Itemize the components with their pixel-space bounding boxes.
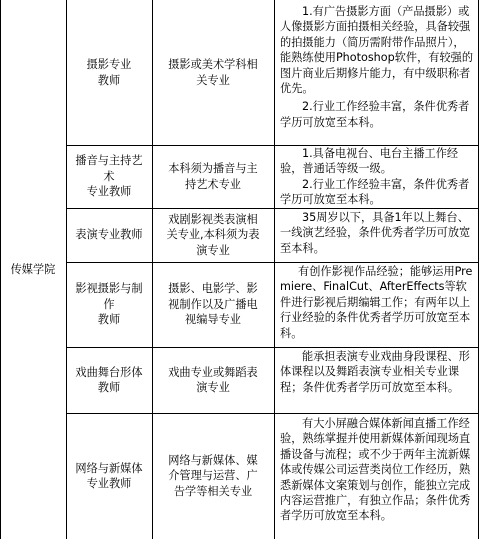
table-border [66,262,479,263]
major-requirement: 摄影或美术学科相 关专业 [168,58,258,87]
major-cell [152,262,274,347]
major-cell [152,145,274,208]
position-cell [66,347,152,413]
college-cell [0,0,66,539]
major-cell [152,0,274,145]
college-name: 传媒学院 [10,262,56,276]
table-border [66,347,479,348]
requirement-text: 有大小屏融合媒体新闻直播工作经验，熟练掌握并使用新媒体新闻现场直播设备与流程；或不少于两年主流新媒体或传媒公司运营类岗位工作经历，熟悉新媒体文案策划与创作，能独立完成内容运营推广，有独立作品；条件优秀者学历可放宽至本科。 [280,417,471,523]
table-border [152,0,153,539]
requirements-cell [274,208,479,262]
requirement-text: 2.行业工作经验丰富，条件优秀者学历可放宽至本科。 [280,100,470,129]
position-cell [66,208,152,262]
major-requirement: 本科须为播音与主 持艺术专业 [168,162,258,191]
major-requirement: 戏剧影视类表演相 关专业,本科须为表 演专业 [166,212,260,257]
major-cell [152,413,274,539]
requirements-cell [274,347,479,413]
position-name: 网络与新媒体 专业教师 [75,461,143,490]
position-cell [66,0,152,145]
requirements-cell [274,262,479,347]
major-requirement: 摄影、电影学、影 视制作以及广播电 视编导专业 [168,282,258,327]
requirement-text: 能承担表演专业戏曲身段课程、形体课程以及舞蹈表演专业相关专业课程；条件优秀者学历可放宽至本科。 [280,350,470,394]
table-border [66,208,479,209]
position-cell [66,145,152,208]
requirement-text: 2.行业工作经验丰富，条件优秀者学历可放宽至本科。 [280,177,470,207]
requirement-text: 有创作影视作品经验；能够运用Premiere、FinalCut、AfterEffects等软件进行影视后期编辑工作；有两年以上行业经验的条件优秀者学历可放宽至本科。 [280,265,473,340]
position-name: 戏曲舞台形体 教师 [75,365,143,394]
position-cell [66,413,152,539]
table-border [66,413,479,414]
table-border [274,0,275,539]
position-name: 摄影专业 教师 [86,58,132,87]
position-cell [66,262,152,347]
position-name: 播音与主持艺 术 专业教师 [75,154,143,199]
table-border [66,145,479,146]
requirement-text: 35周岁以下，具备1年以上舞台、一线演艺经验，条件优秀者学历可放宽至本科。 [280,211,471,255]
position-name: 影视摄影与制 作 教师 [75,282,143,327]
requirements-cell [274,145,479,208]
requirement-text: 1.有广告摄影方面（产品摄影）或人像摄影方面拍摄相关经验，具备较强的拍摄能力（简历需附带作品照片），能熟练使用Photoshop软件，有较强的图片商业后期修片能力，有中级职称者优先。 [280,5,474,96]
position-name: 表演专业教师 [75,228,143,242]
major-requirement: 网络与新媒体、媒 介管理与运营、广 告学等相关专业 [168,453,258,498]
major-cell [152,208,274,262]
requirement-text: 1.具备电视台、电台主播工作经验，普通话等级一级。 [280,147,459,176]
major-cell [152,347,274,413]
requirements-cell [274,413,479,539]
table-border [0,0,1,539]
requirements-cell [274,0,479,145]
major-requirement: 戏曲专业或舞蹈表 演专业 [168,365,258,394]
table-border [66,0,67,539]
